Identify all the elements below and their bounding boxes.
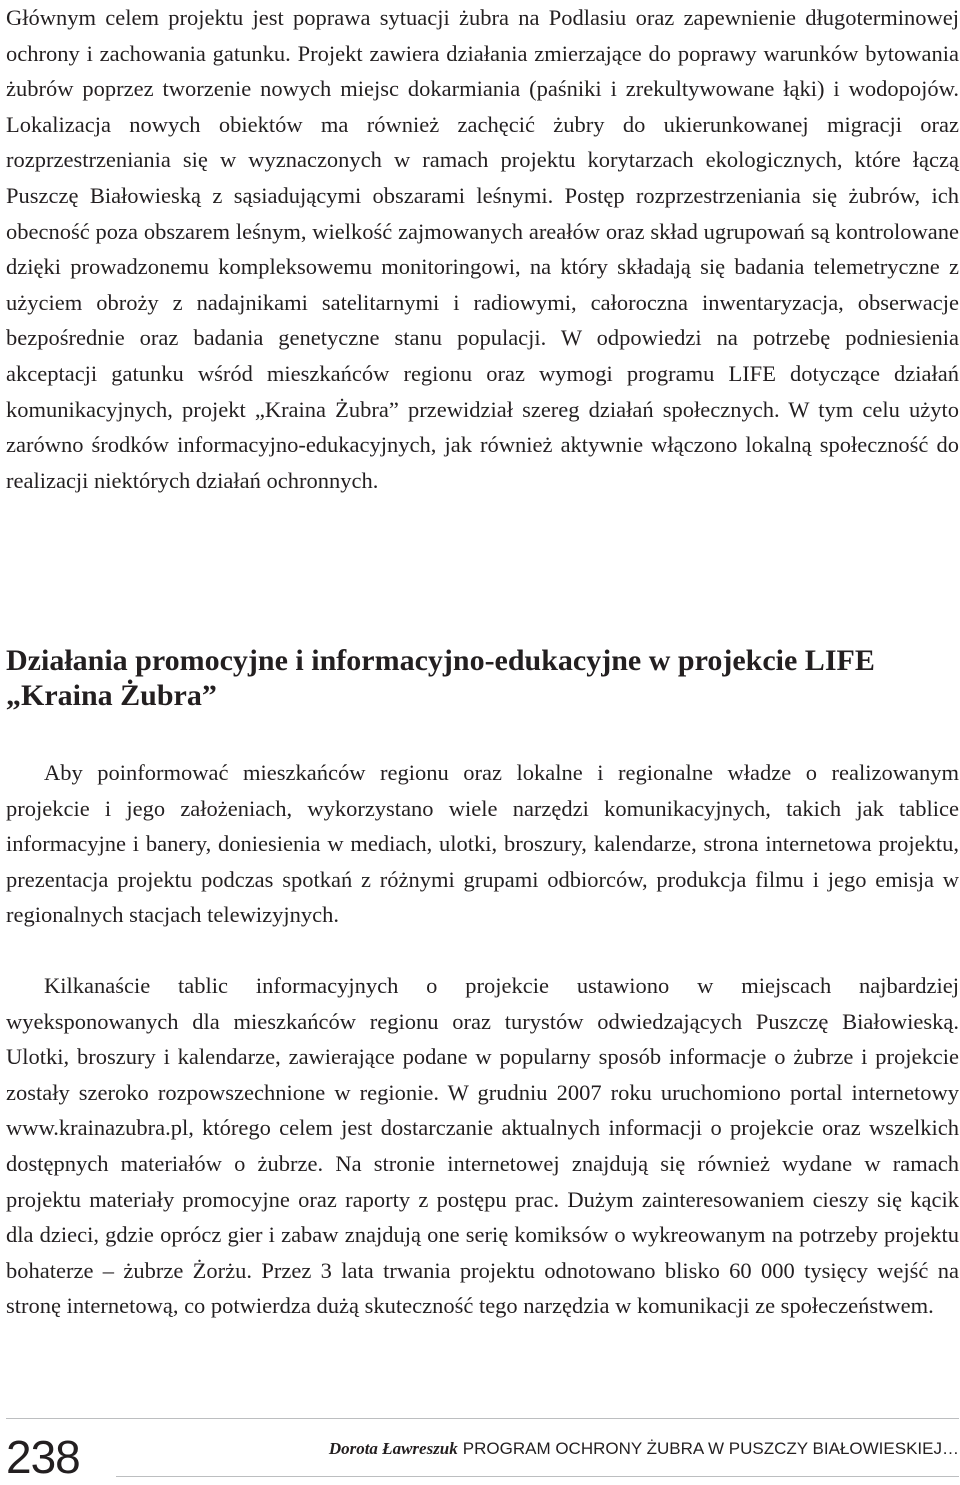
running-footer bbox=[329, 1437, 959, 1460]
body-paragraph-1: Głównym celem projektu jest poprawa sytuacji żubra na Podlasiu oraz zapewnienie długoterminowej ochrony i zachowania gatunku. Projekt zawiera działania zmierzające do poprawy warunków bytowania żubrów poprzez tworzenie nowych miejsc dokarmiania (paśniki i zrekultywowane łąki) i wodopojów. Lokalizacja nowych obiektów ma również zachęcić żubry do ukierunkowanej migracji oraz rozprzestrzeniania się w wyznaczonych w ramach projektu korytarzach ekologicznych, które łączą Puszczę Białowieską z sąsiadującymi obszarami leśnymi. Postęp rozprzestrzeniania się żubrów, ich obecność poza obszarem leśnym, wielkość zajmowanych areałów oraz skład ugrupowań są kontrolowane dzięki prowadzonemu kompleksowemu monitoringowi, na który składają się badania telemetryczne z użyciem obroży z nadajnikami satelitarnymi i radiowymi, całoroczna inwentaryzacja, obserwacje bezpośrednie oraz badania genetyczne stanu populacji. W odpowiedzi na potrzebę podniesienia akceptacji gatunku wśród mieszkańców regionu oraz wymogi programu LIFE dotyczące działań komunikacyjnych, projekt „Kraina Żubra” przewidział szereg działań społecznych. W tym celu użyto zarówno środków informacyjno-edukacyjnych, jak również aktywnie włączono lokalną społeczność do realizacji niektórych działań ochronnych. bbox=[6, 5, 959, 493]
page-number: 238 bbox=[6, 1431, 80, 1483]
footer-divider bbox=[6, 1418, 959, 1419]
footer-underline bbox=[116, 1476, 959, 1477]
body-paragraph-2: Aby poinformować mieszkańców regionu oraz lokalne i regionalne władze o realizowanym projekcie i jego założeniach, wykorzystano wiele narzędzi komunikacyjnych, takich jak tablice informacyjne i banery, doniesienia w mediach, ulotki, broszury, kalendarze, strona internetowa projektu, prezentacja projektu podczas spotkań z różnymi grupami odbiorców, produkcja filmu i jego emisja w regionalnych stacjach telewizyjnych. bbox=[6, 760, 959, 928]
section-heading: Działania promocyjne i informacyjno-edukacyjne w projekcie LIFE „Kraina Żubra” bbox=[6, 644, 875, 712]
footer-author: Dorota Ławreszuk bbox=[328, 1439, 458, 1458]
document-page bbox=[6, 0, 959, 1485]
body-paragraph-3: Kilkanaście tablic informacyjnych o projekcie ustawiono w miejscach najbardziej wyeksponowanych dla mieszkańców regionu oraz turystów odwiedzających Puszczę Białowieską. Ulotki, broszury i kalendarze, zawierające podane w popularny sposób informacje o żubrze i projekcie zostały szeroko rozpowszechnione w regionie. W grudniu 2007 roku uruchomiono portal internetowy www.krainazubra.pl, którego celem jest dostarczanie aktualnych informacji o projekcie oraz wszelkich dostępnych materiałów o żubrze. Na stronie internetowej znajdują się również wydane w ramach projektu materiały promocyjne oraz raporty z postępu prac. Dużym zainteresowaniem cieszy się kącik dla dzieci, gdzie oprócz gier i zabaw znajdują one serię komiksów o wykreowanym na potrzeby projektu bohaterze – żubrze Żorżu. Przez 3 lata trwania projektu odnotowano blisko 60 000 tysięcy wejść na stronę internetową, co potwierdza dużą skuteczność tego narzędzia w komunikacji ze społeczeństwem. bbox=[6, 973, 959, 1319]
footer-running-title: PROGRAM OCHRONY ŻUBRA W PUSZCZY BIAŁOWIESKIEJ… bbox=[462, 1439, 959, 1458]
